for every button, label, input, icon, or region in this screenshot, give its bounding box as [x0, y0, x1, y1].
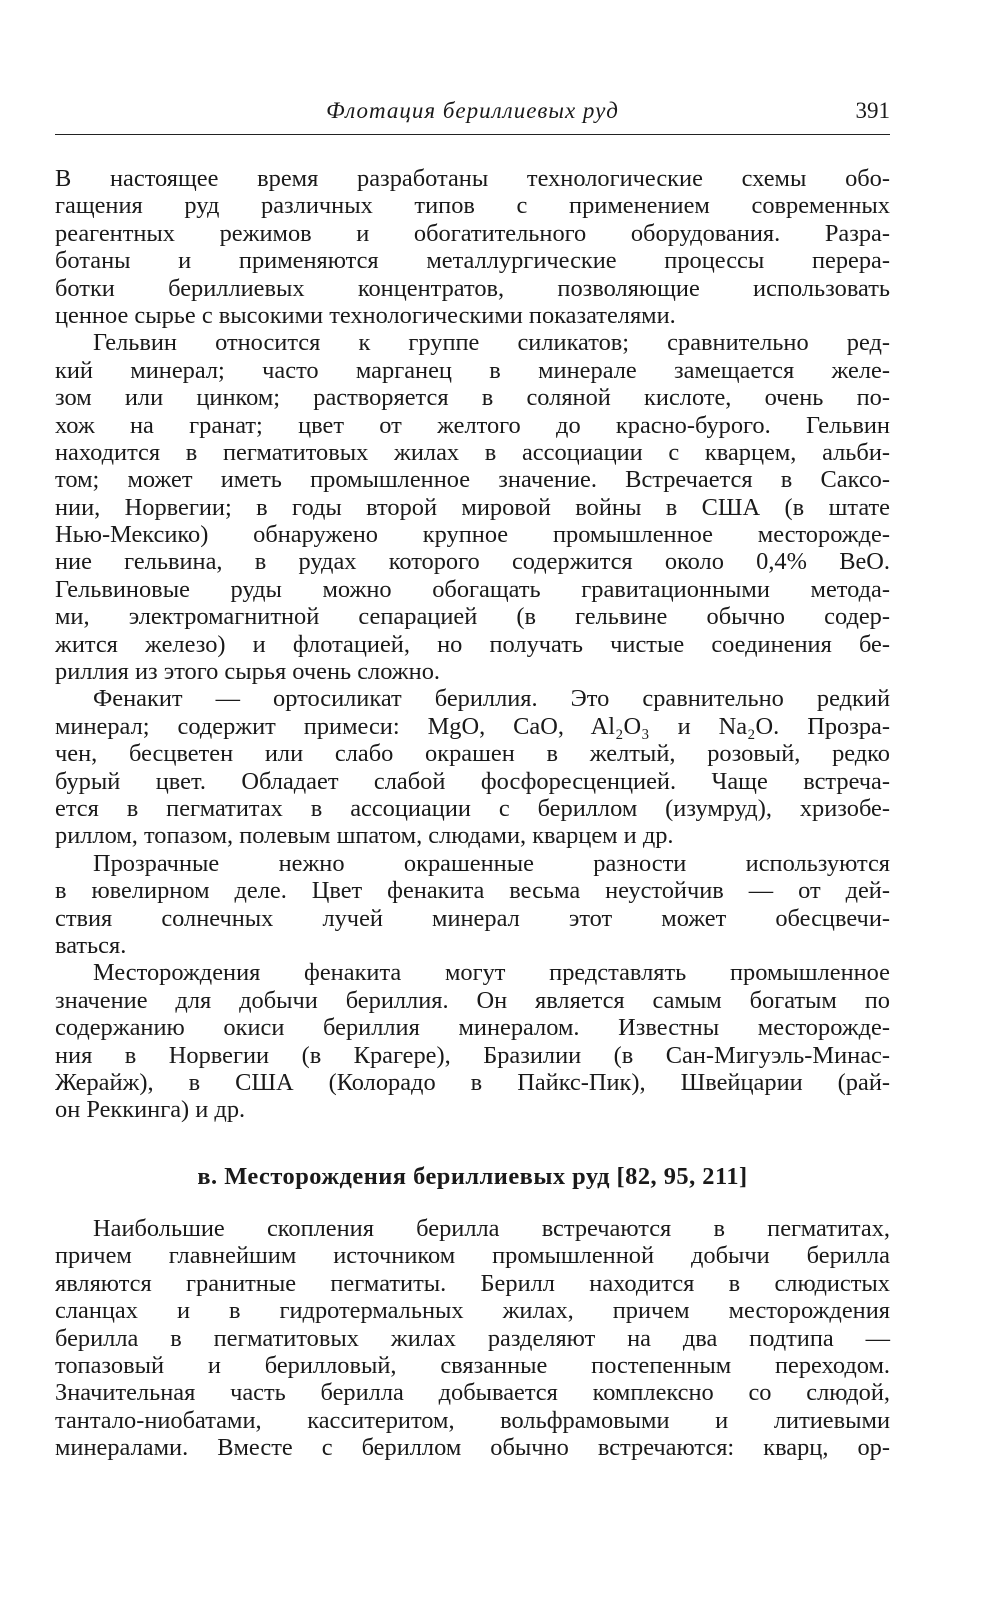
text-line: ботки бериллиевых концентратов, позволяющие использовать: [55, 274, 890, 302]
section-text: [55, 1215, 890, 1462]
page-number: 391: [855, 98, 890, 123]
text-line: Значительная часть берилла добывается комплексно со слюдой,: [55, 1379, 890, 1407]
text-line: находится в пегматитовых жилах в ассоциации с кварцем, альби-: [55, 438, 890, 466]
text-line: он Реккинга) и др.: [55, 1096, 246, 1124]
text-line: Прозрачные нежно окрашенные разности используются: [93, 849, 890, 877]
text-line: являются гранитные пегматиты. Берилл находится в слюдистых: [55, 1269, 890, 1297]
text-line: гащения руд различных типов с применением современных: [55, 192, 890, 220]
text-line: зом или цинком; растворяется в соляной кислоте, очень по-: [55, 384, 890, 412]
text-line: в ювелирном деле. Цвет фенакита весьма неустойчив — от дей-: [55, 877, 890, 905]
text-line: минералами. Вместе с бериллом обычно встречаются: кварц, ор-: [55, 1434, 890, 1462]
text-line: Гельвиновые руды можно обогащать гравитационными метода-: [55, 575, 890, 603]
text-line: риллия из этого сырья очень сложно.: [55, 658, 440, 686]
text-line: Жерайж), в США (Колорадо в Пайкс-Пик), Швейцарии (рай-: [55, 1068, 890, 1096]
text-line: Наибольшие скопления берилла встречаются в пегматитах,: [93, 1215, 890, 1242]
text-line: тантало-ниобатами, касситеритом, вольфрамовыми и литиевыми: [55, 1406, 890, 1434]
text-line: Нью-Мексико) обнаружено крупное промышленное месторожде-: [55, 521, 890, 549]
text-line: кий минерал; часто марганец в минерале замещается желе-: [55, 356, 890, 384]
text-line: топазовый и берилловый, связанные постепенным переходом.: [55, 1351, 890, 1379]
text-line: значение для добычи бериллия. Он является самым богатым по: [55, 986, 890, 1014]
text-line: чен, бесцветен или слабо окрашен в желтый, розовый, редко: [55, 740, 890, 768]
text-line: риллом, топазом, полевым шпатом, слюдами, кварцем и др.: [55, 822, 674, 850]
text-line: содержанию окиси бериллия минералом. Известны месторожде-: [55, 1014, 890, 1042]
text-line: Месторождения фенакита могут представлять промышленное: [93, 959, 890, 987]
text-line: берилла в пегматитовых жилах разделяют на два подтипа —: [55, 1324, 890, 1352]
text-line: минерал; содержит примеси: MgO, CaO, Al₂O₃ и Na₂O. Прозра-: [55, 712, 890, 740]
text-line: ваться.: [55, 931, 127, 959]
text-line: ценное сырье с высокими технологическими показателями.: [55, 301, 676, 329]
text-line: причем главнейшим источником промышленной добычи берилла: [55, 1242, 890, 1270]
text-line: ние гельвина, в рудах которого содержится около 0,4% BeO.: [55, 548, 890, 576]
text-line: жится железо) и флотацией, но получать чистые соединения бе-: [55, 630, 890, 658]
text-line: бурый цвет. Обладает слабой фосфоресценцией. Чаще встреча-: [55, 767, 890, 795]
text-line: ствия солнечных лучей минерал этот может обесцвечи-: [55, 904, 890, 932]
text-line: нии, Норвегии; в годы второй мировой войны в США (в штате: [55, 493, 890, 521]
body-text: [55, 165, 890, 1124]
text-line: реагентных режимов и обогатительного оборудования. Разра-: [55, 219, 890, 247]
text-line: сланцах и в гидротермальных жилах, причем месторождения: [55, 1297, 890, 1325]
text-line: том; может иметь промышленное значение. Встречается в Саксо-: [55, 466, 890, 494]
running-title: Флотация бериллиевых руд: [326, 98, 619, 123]
text-line: ется в пегматитах в ассоциации с бериллом (изумруд), хризобе-: [55, 794, 890, 822]
section-heading: в. Месторождения бериллиевых руд [82, 95, 211]: [197, 1163, 748, 1190]
text-line: Фенакит — ортосиликат бериллия. Это сравнительно редкий: [93, 685, 890, 713]
text-line: ния в Норвегии (в Крагере), Бразилии (в Сан-Мигуэль-Минас-: [55, 1041, 890, 1069]
text-line: В настоящее время разработаны технологические схемы обо-: [55, 165, 890, 192]
text-line: хож на гранат; цвет от желтого до красно-бурого. Гельвин: [55, 411, 890, 439]
text-line: ботаны и применяются металлургические процессы перера-: [55, 247, 890, 275]
text-line: Гельвин относится к группе силикатов; сравнительно ред-: [93, 329, 890, 357]
text-line: ми, электромагнитной сепарацией (в гельвине обычно содер-: [55, 603, 890, 631]
page-header: [55, 90, 890, 135]
